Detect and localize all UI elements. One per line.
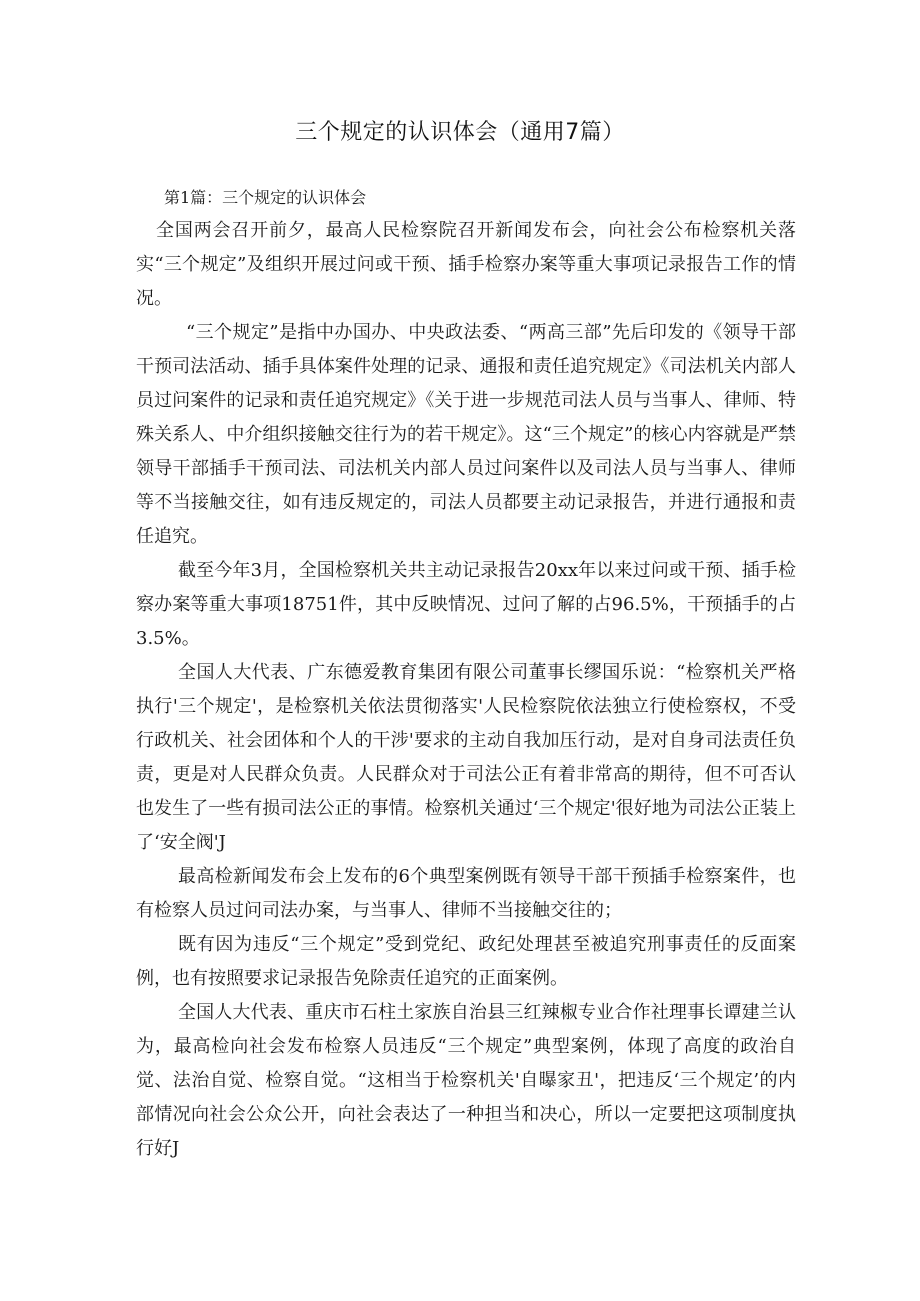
document-title: 三个规定的认识体会（通用7篇） <box>295 120 625 145</box>
paragraph-5: 最高检新闻发布会上发布的6个典型案例既有领导干部干预插手检察案件，也有检察人员过问司法办案，与当事人、律师不当接触交往的； <box>136 866 796 921</box>
paragraph-1: 全国两会召开前夕，最高人民检察院召开新闻发布会，向社会公布检察机关落实“三个规定”及组织开展过问或干预、插手检察办案等重大事项记录报告工作的情况。 <box>136 220 796 309</box>
document-body <box>136 184 796 1166</box>
paragraph-4: 全国人大代表、广东德爱教育集团有限公司董事长缪国乐说：“检察机关严格执行'三个规定'，是检察机关依法贯彻落实'人民检察院依法独立行使检察权，不受行政机关、社会团体和个人的干涉'要求的主动自我加压行动，是对自身司法责任负责，更是对人民群众负责。人民群众对于司法公正有着非常高的期待，但不可否认也发生了一些有损司法公正的事情。检察机关通过‘三个规定'很好地为司法公正装上了‘安全阀'J <box>136 662 796 853</box>
paragraph-3: 截至今年3月，全国检察机关共主动记录报告20xx年以来过问或干预、插手检察办案等重大事项18751件，其中反映情况、过问了解的占96.5%，干预插手的占3.5%。 <box>136 560 796 649</box>
section-heading: 第1篇：三个规定的认识体会 <box>164 188 367 207</box>
paragraph-7: 全国人大代表、重庆市石柱土家族自治县三红辣椒专业合作社理事长谭建兰认为，最高检向社会发布检察人员违反“三个规定”典型案例，体现了高度的政治自觉、法治自觉、检察自觉。“这相当于检察机关'自曝家丑'，把违反‘三个规定’的内部情况向社会公众公开，向社会表达了一种担当和决心，所以一定要把这项制度执行好J <box>136 1002 796 1159</box>
paragraph-2: “三个规定”是指中办国办、中央政法委、“两高三部”先后印发的《领导干部干预司法活动、插手具体案件处理的记录、通报和责任追究规定》《司法机关内部人员过问案件的记录和责任追究规定》《关于进一步规范司法人员与当事人、律师、特殊关系人、中介组织接触交往行为的若干规定》。这“三个规定”的核心内容就是严禁领导干部插手干预司法、司法机关内部人员过问案件以及司法人员与当事人、律师等不当接触交往，如有违反规定的，司法人员都要主动记录报告，并进行通报和责任追究。 <box>136 322 796 547</box>
paragraph-6: 既有因为违反“三个规定”受到党纪、政纪处理甚至被追究刑事责任的反面案例，也有按照要求记录报告免除责任追究的正面案例。 <box>136 934 796 989</box>
